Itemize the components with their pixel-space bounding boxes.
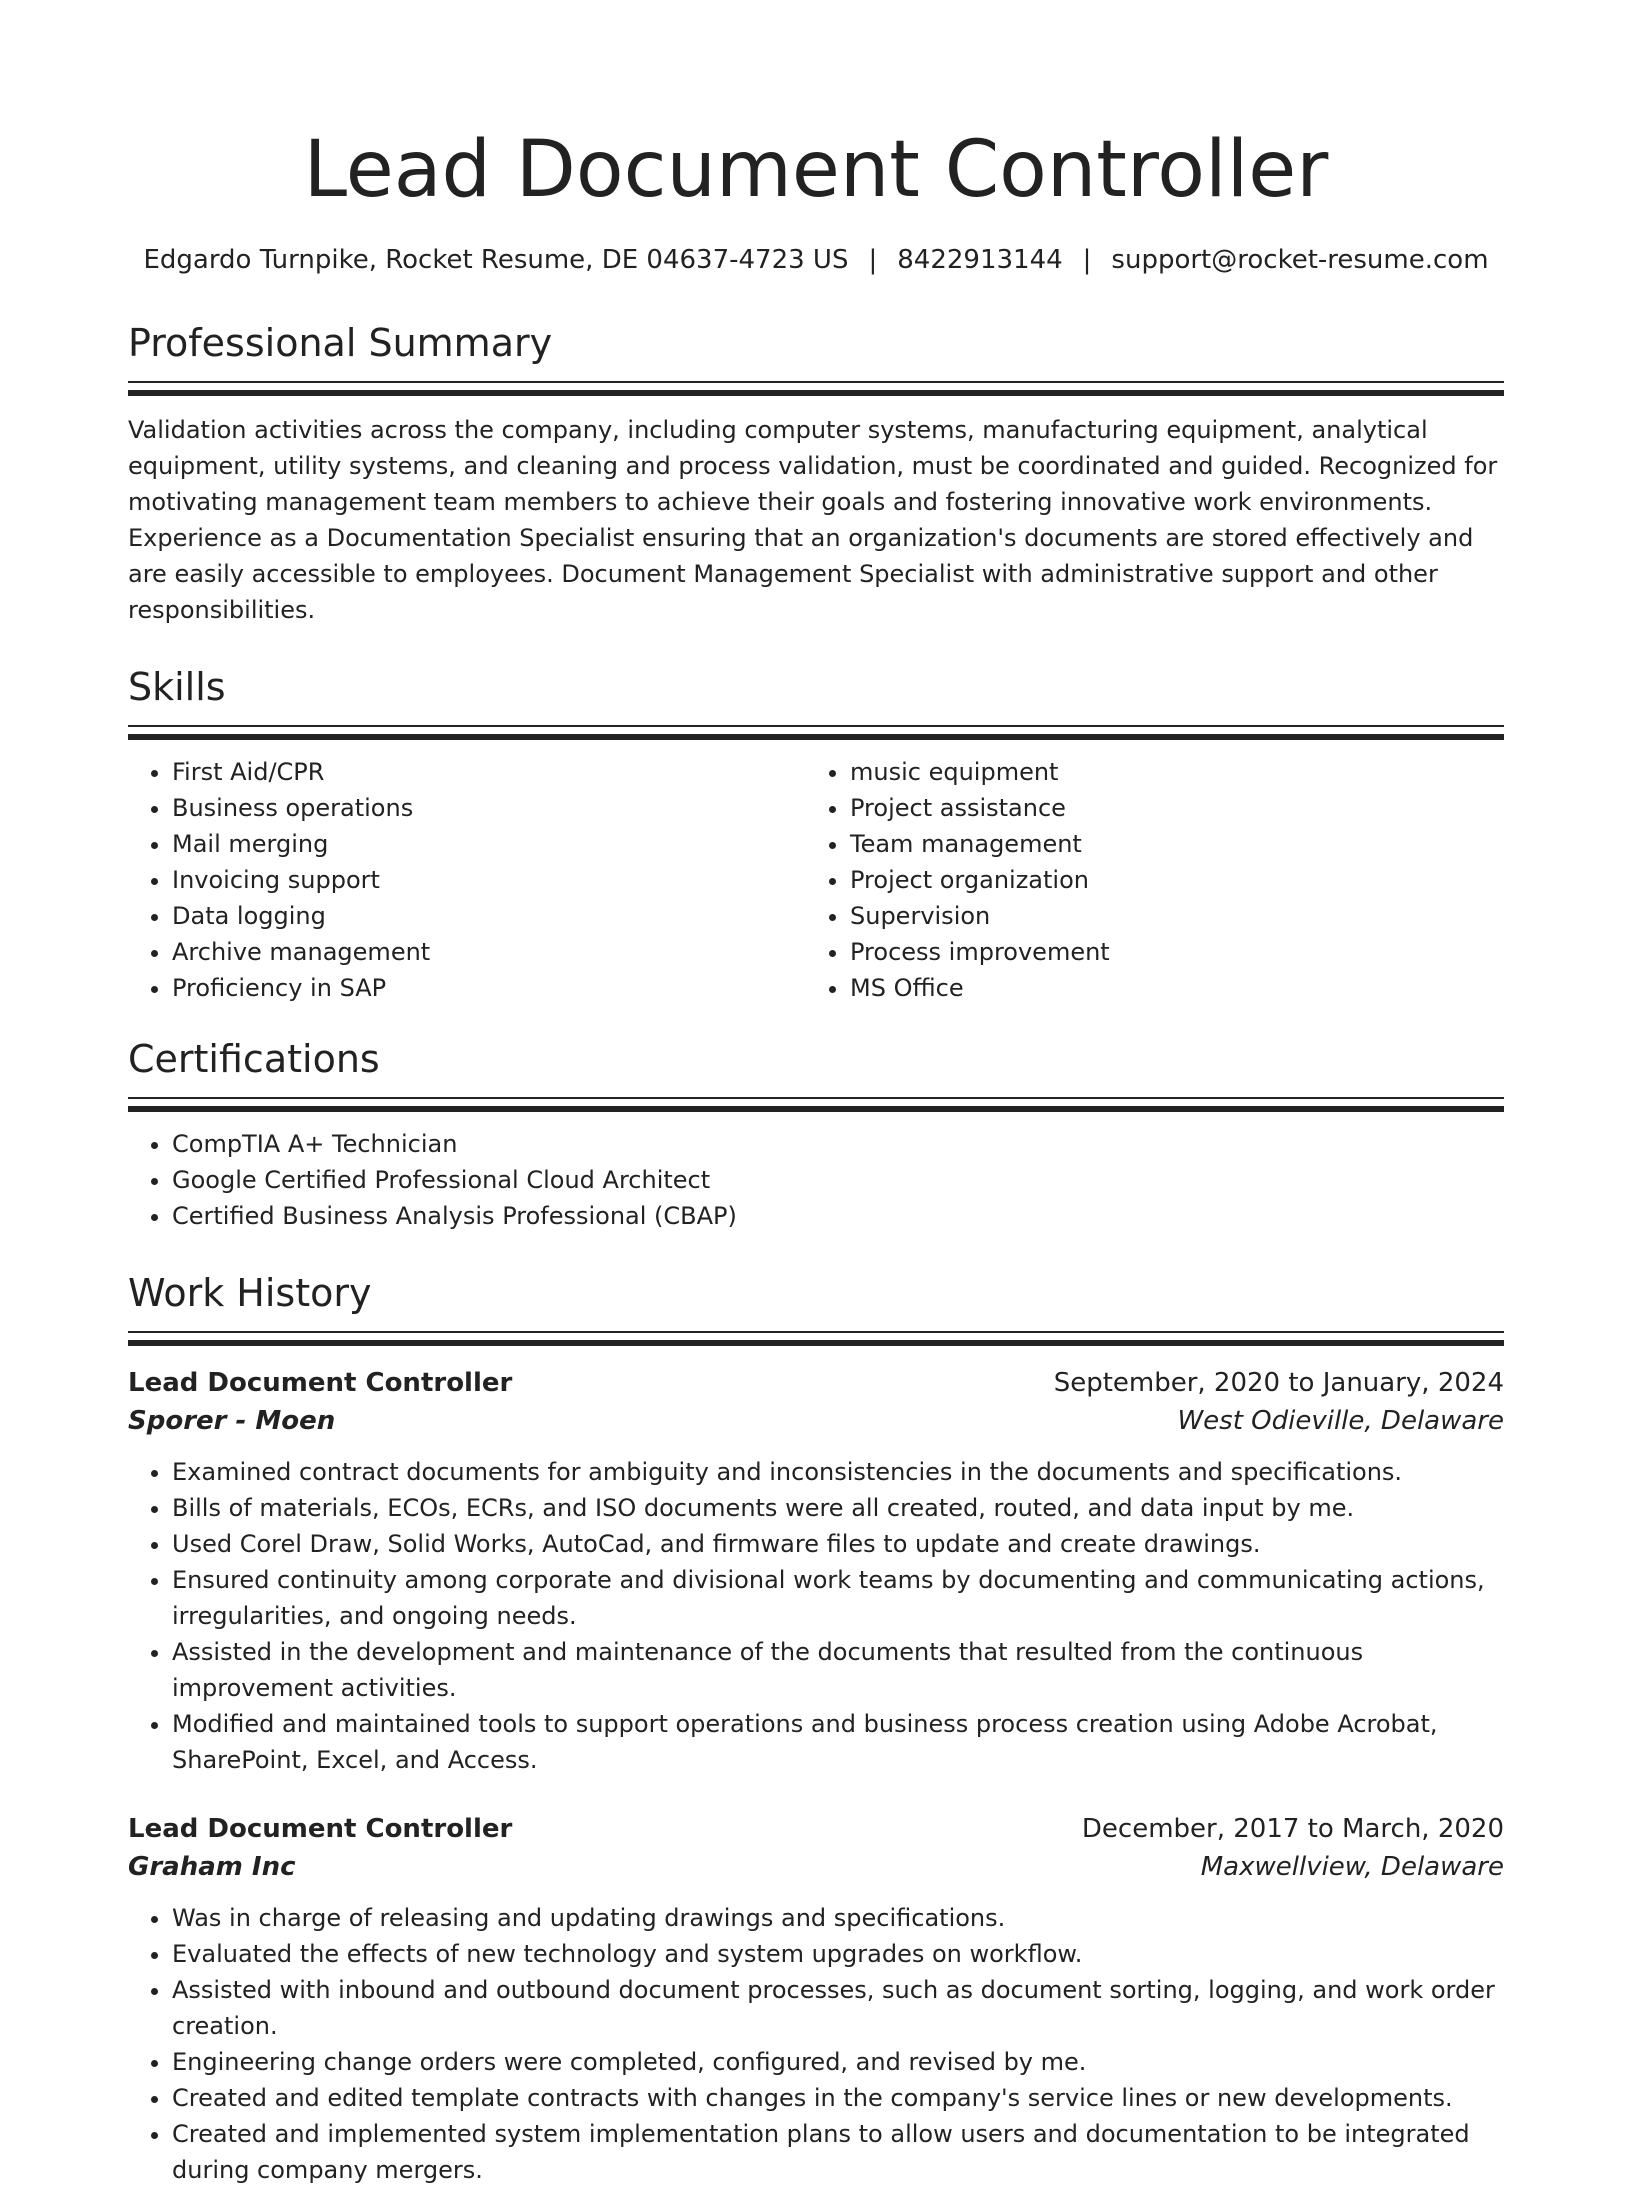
certifications-heading: Certifications <box>128 1037 380 1081</box>
job-bullet: • Used Corel Draw, Solid Works, AutoCad, and firmware files to update and create drawings. <box>172 1526 1504 1562</box>
summary-heading: Professional Summary <box>128 321 553 365</box>
job-dates: September, 2020 to January, 2024 <box>1053 1368 1504 1398</box>
job-dates: December, 2017 to March, 2020 <box>1081 1814 1504 1844</box>
summary-text: Validation activities across the company, including computer systems, manufacturing equipment, analytical equipment, utility systems, and cleaning and process validation, must be coordinated and guided. Recognized for motivating management team members to achieve their goals and fostering innovative work environments. Experience as a Documentation Specialist ensuring that an organization's documents are stored effectively and are easily accessible to employees. Document Management Specialist with administrative support and other responsibilities. <box>128 416 1498 624</box>
job-company: Graham Inc <box>128 1852 296 1882</box>
job-location: West Odieville, Delaware <box>1177 1406 1504 1436</box>
job-company: Sporer - Moen <box>128 1406 336 1436</box>
skill-item: • MS Office <box>850 970 1484 1006</box>
job-entry <box>128 1364 1504 1778</box>
work-history-heading: Work History <box>128 1271 372 1315</box>
job-subheader <box>128 1402 1504 1440</box>
summary-section <box>128 318 1504 628</box>
job-header <box>128 1364 1504 1402</box>
skills-list-right <box>806 754 1484 1006</box>
section-divider <box>128 1331 1504 1346</box>
job-bullets <box>128 1454 1504 1778</box>
job-bullet: • Assisted in the development and maintenance of the documents that resulted from the continuous improvement activities. <box>172 1634 1504 1706</box>
job-title: Lead Document Controller <box>128 1368 513 1398</box>
skills-section <box>128 662 1504 1006</box>
skill-item: • Process improvement <box>850 934 1484 970</box>
skill-item: • First Aid/CPR <box>172 754 806 790</box>
skills-grid <box>128 754 1504 1006</box>
skill-item: • Team management <box>850 826 1484 862</box>
job-bullet: • Bills of materials, ECOs, ECRs, and ISO documents were all created, routed, and data input by me. <box>172 1490 1504 1526</box>
job-bullet: • Assisted with inbound and outbound document processes, such as document sorting, logging, and work order creation. <box>172 1972 1504 2044</box>
contact-line <box>128 242 1504 278</box>
contact-separator: | <box>868 245 878 275</box>
skill-item: • Invoicing support <box>172 862 806 898</box>
job-bullet: • Created and edited template contracts with changes in the company's service lines or new developments. <box>172 2080 1504 2116</box>
resume-name: Lead Document Controller <box>303 125 1329 215</box>
skill-item: • Data logging <box>172 898 806 934</box>
job-bullet: • Engineering change orders were completed, configured, and revised by me. <box>172 2044 1504 2080</box>
skill-item: • Archive management <box>172 934 806 970</box>
job-title: Lead Document Controller <box>128 1814 513 1844</box>
skills-heading: Skills <box>128 665 226 709</box>
certifications-section <box>128 1034 1504 1234</box>
job-subheader <box>128 1848 1504 1886</box>
skill-item: • Mail merging <box>172 826 806 862</box>
resume-page <box>128 0 1504 2188</box>
skill-item: • Proficiency in SAP <box>172 970 806 1006</box>
certification-item: • CompTIA A+ Technician <box>172 1126 1504 1162</box>
skill-item: • Business operations <box>172 790 806 826</box>
job-bullet: • Created and implemented system implementation plans to allow users and documentation to be integrated during company mergers. <box>172 2116 1504 2188</box>
section-divider <box>128 725 1504 740</box>
skill-item: • Supervision <box>850 898 1484 934</box>
skill-item: • Project organization <box>850 862 1484 898</box>
job-bullet: • Evaluated the effects of new technology and system upgrades on workflow. <box>172 1936 1504 1972</box>
skill-item: • music equipment <box>850 754 1484 790</box>
skills-list-left <box>128 754 806 1006</box>
job-bullets <box>128 1900 1504 2188</box>
certifications-list <box>128 1126 1504 1234</box>
work-history-section <box>128 1268 1504 2188</box>
certification-item: • Certified Business Analysis Professional (CBAP) <box>172 1198 1504 1234</box>
job-header <box>128 1810 1504 1848</box>
skill-item: • Project assistance <box>850 790 1484 826</box>
job-bullet: • Examined contract documents for ambiguity and inconsistencies in the documents and specifications. <box>172 1454 1504 1490</box>
job-bullet: • Modified and maintained tools to support operations and business process creation using Adobe Acrobat, SharePoint, Excel, and Access. <box>172 1706 1504 1778</box>
contact-phone: 8422913144 <box>897 245 1063 275</box>
job-entry <box>128 1810 1504 2188</box>
contact-address: Edgardo Turnpike, Rocket Resume, DE 04637-4723 US <box>143 245 849 275</box>
section-divider <box>128 1097 1504 1112</box>
contact-separator: | <box>1082 245 1092 275</box>
job-bullet: • Ensured continuity among corporate and divisional work teams by documenting and communicating actions, irregularities, and ongoing needs. <box>172 1562 1504 1634</box>
certification-item: • Google Certified Professional Cloud Architect <box>172 1162 1504 1198</box>
job-location: Maxwellview, Delaware <box>1200 1852 1504 1882</box>
contact-email: support@rocket-resume.com <box>1111 245 1489 275</box>
section-divider <box>128 381 1504 396</box>
job-bullet: • Was in charge of releasing and updating drawings and specifications. <box>172 1900 1504 1936</box>
